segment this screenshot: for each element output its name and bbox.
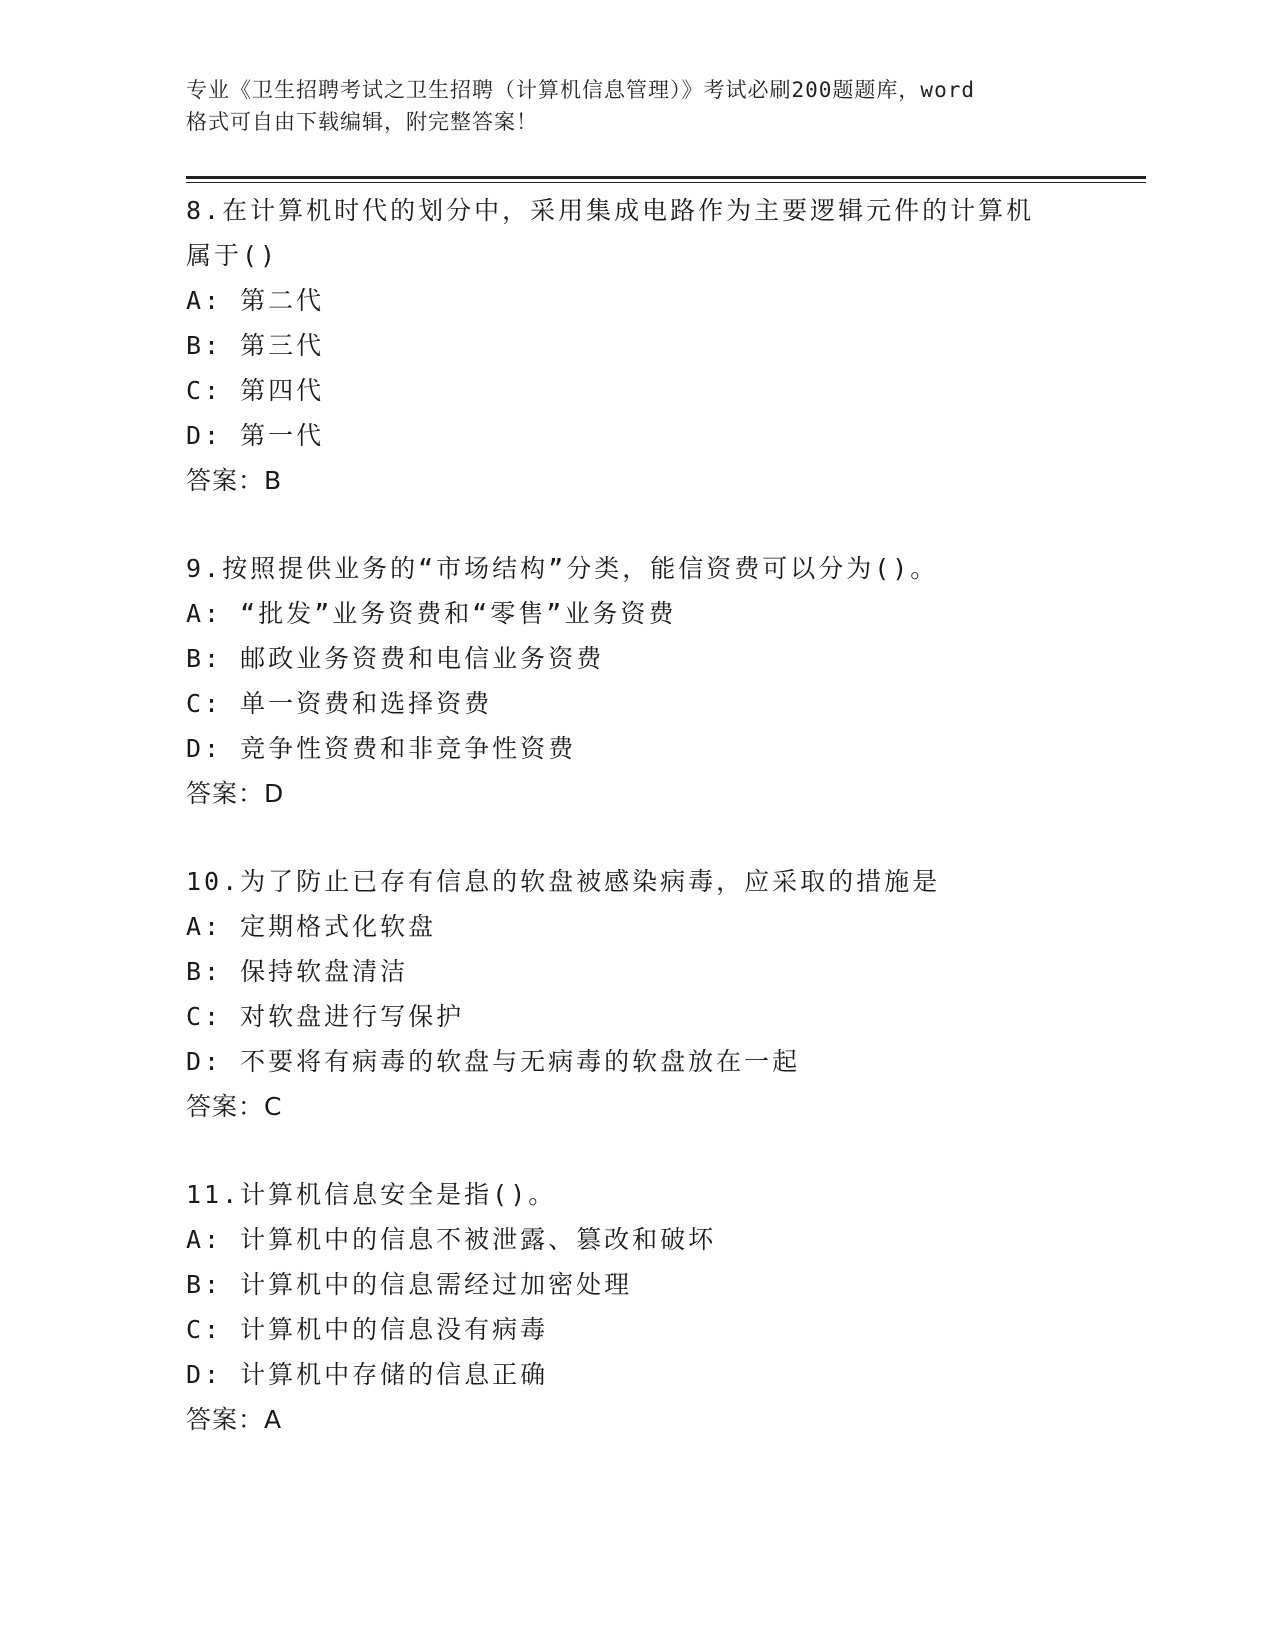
answer: 答案：C <box>186 1092 283 1121</box>
option-c: C: 计算机中的信息没有病毒 <box>186 1315 549 1344</box>
option-b: B: 计算机中的信息需经过加密处理 <box>186 1270 633 1299</box>
option-c: C: 单一资费和选择资费 <box>186 689 493 718</box>
option-d: D: 不要将有病毒的软盘与无病毒的软盘放在一起 <box>186 1047 801 1076</box>
question-stem-continued: 属于() <box>186 241 279 270</box>
question-8 <box>186 188 1086 503</box>
question-stem: 8.在计算机时代的划分中，采用集成电路作为主要逻辑元件的计算机 <box>186 196 1035 225</box>
answer: 答案：B <box>186 466 283 495</box>
option-c: C: 第四代 <box>186 376 325 405</box>
option-b: B: 第三代 <box>186 331 325 360</box>
question-stem: 9.按照提供业务的“市场结构”分类，能信资费可以分为()。 <box>186 554 939 583</box>
option-b: B: 保持软盘清洁 <box>186 957 409 986</box>
document-header <box>186 74 1106 138</box>
option-a: A: “批发”业务资费和“零售”业务资费 <box>186 599 677 628</box>
option-d: D: 第一代 <box>186 421 325 450</box>
question-11 <box>186 1172 1086 1442</box>
option-d: D: 竞争性资费和非竞争性资费 <box>186 734 577 763</box>
option-a: A: 计算机中的信息不被泄露、篡改和破坏 <box>186 1225 717 1254</box>
question-list <box>186 188 1086 1485</box>
option-b: B: 邮政业务资费和电信业务资费 <box>186 644 605 673</box>
answer: 答案：A <box>186 1405 283 1434</box>
option-c: C: 对软盘进行写保护 <box>186 1002 465 1031</box>
question-stem: 10.为了防止已存有信息的软盘被感染病毒，应采取的措施是 <box>186 867 941 896</box>
option-a: A: 定期格式化软盘 <box>186 912 437 941</box>
header-divider-thick <box>186 176 1146 179</box>
header-line-2: 格式可自由下载编辑，附完整答案！ <box>186 110 538 134</box>
question-10 <box>186 859 1086 1129</box>
answer: 答案：D <box>186 779 285 808</box>
header-divider-thin <box>186 182 1146 183</box>
option-a: A: 第二代 <box>186 286 325 315</box>
option-d: D: 计算机中存储的信息正确 <box>186 1360 549 1389</box>
question-9 <box>186 546 1086 816</box>
header-line-1: 专业《卫生招聘考试之卫生招聘（计算机信息管理）》考试必刷200题题库，word <box>186 78 975 102</box>
question-stem: 11.计算机信息安全是指()。 <box>186 1180 557 1209</box>
